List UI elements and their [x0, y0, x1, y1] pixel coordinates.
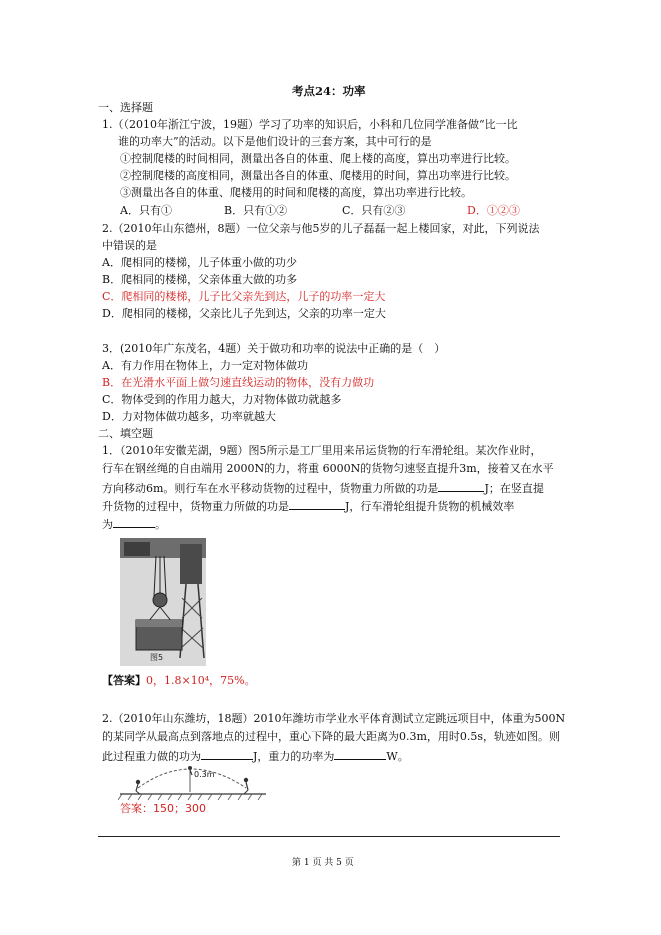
question-2-choice-b: B．爬相同的楼梯，父亲体重大做的功多	[102, 273, 298, 286]
question-1-option-2: ②控制爬楼的高度相同，测量出各自的体重、爬楼用的时间，算出功率进行比较。	[120, 169, 516, 182]
section-heading-choice: 一、选择题	[98, 101, 153, 114]
question-1-choice-d-answer: D．①②③	[467, 204, 520, 217]
question-1-option-3: ③测量出各自的体重、爬楼用的时间和爬楼的高度，算出功率进行比较。	[120, 186, 472, 199]
fill-1-blank-2[interactable]	[289, 498, 345, 510]
question-3-text: 3．(2010年广东茂名，4题）关于做功和功率的说法中正确的是（ ）	[102, 342, 446, 355]
fill-2-blank-2[interactable]	[334, 748, 386, 760]
fill-2-blank-1[interactable]	[201, 748, 253, 760]
question-1-choice-a: A．只有①	[120, 204, 172, 217]
figure-5-caption: 图5	[150, 653, 164, 662]
question-3-choice-d: D．力对物体做功越多，功率就越大	[102, 410, 276, 423]
section-heading-fill: 二、填空题	[98, 427, 153, 440]
jump-trajectory-figure	[118, 764, 268, 802]
fill-1-text-4b: J，行车滑轮组提升货物的机械效率	[345, 500, 515, 513]
question-1-choice-c: C．只有②③	[342, 204, 406, 217]
footer-divider	[98, 836, 560, 837]
fill-1-text-5a: 为	[102, 518, 113, 531]
fill-1-answer-value: 0，1.8×10⁴，75%。	[146, 674, 256, 687]
fill-1-text-3	[102, 480, 544, 496]
fill-2-text-3b: J，重力的功率为	[253, 750, 335, 763]
fill-1-text-2: 行车在钢丝绳的自由端用 2000N的力，将重 6000N的货物匀速竖直提升3m，接着又在水平	[102, 462, 554, 475]
page-title: 考点24：功率	[292, 84, 366, 98]
question-3-choice-a: A．有力作用在物体上，力一定对物体做功	[102, 359, 308, 372]
fill-1-answer	[102, 674, 256, 688]
fill-1-text-3a: 方向移动6m。则行车在水平移动货物的过程中，货物重力所做的功是	[102, 482, 439, 495]
fill-2-text-3a: 此过程重力做的功为	[102, 750, 201, 763]
question-2-text: 2.（2010年山东德州，8题）一位父亲与他5岁的儿子磊磊一起上楼回家，对此，下列说法	[102, 222, 540, 235]
question-1-text: 1.（（2010年浙江宁波，19题）学习了功率的知识后，小科和几位同学准备做“比一比	[102, 118, 518, 131]
fill-1-text-5	[102, 516, 166, 532]
fill-1-text: 1．（2010年安徽芜湖，9题）图5所示是工厂里用来吊运货物的行车滑轮组。某次作业时，	[102, 444, 542, 457]
question-1-choice-b: B．只有①②	[224, 204, 288, 217]
question-2-choice-a: A．爬相同的楼梯，儿子体重小做的功少	[102, 256, 297, 269]
fill-1-text-4a: 升货物的过程中，货物重力所做的功是	[102, 500, 289, 513]
fill-2-answer: 答案：150；300	[120, 802, 206, 815]
fill-1-text-4	[102, 498, 514, 514]
fill-1-blank-1[interactable]	[438, 480, 484, 492]
crane-pulley-figure	[120, 538, 206, 666]
question-2-text-cont: 中错误的是	[102, 239, 157, 252]
fill-2-text: 2.（2010年山东潍坊，18题）2010年潍坊市学业水平体育测试立定跳远项目中，体重为500N	[102, 712, 566, 725]
fill-1-text-3b: J；在竖直提	[484, 482, 544, 495]
fill-1-text-5b: 。	[155, 518, 166, 531]
page-number: 第 1 页 共 5 页	[292, 858, 354, 868]
fill-1-answer-label: 【答案】	[102, 674, 146, 687]
fill-2-text-3	[102, 748, 409, 764]
question-2-choice-d: D．爬相同的楼梯，父亲比儿子先到达，父亲的功率一定大	[102, 307, 386, 320]
question-2-choice-c-answer: C．爬相同的楼梯，儿子比父亲先到达，儿子的功率一定大	[102, 290, 386, 303]
crane-photo-image	[120, 538, 206, 666]
drop-height-label: 0.3m	[194, 770, 215, 779]
jump-trajectory-diagram	[118, 764, 268, 802]
fill-1-blank-3[interactable]	[113, 516, 155, 528]
question-1-option-1: ①控制爬楼的时间相同，测量出各自的体重、爬上楼的高度，算出功率进行比较。	[120, 152, 516, 165]
fill-2-text-3c: W。	[386, 750, 409, 763]
question-3-choice-c: C．物体受到的作用力越大，力对物体做功就越多	[102, 393, 342, 406]
question-1-text-cont: 谁的功率大”的活动。以下是他们设计的三套方案，其中可行的是	[118, 135, 432, 148]
fill-2-text-2: 的某同学从最高点到落地点的过程中，重心下降的最大距离为0.3m，用时0.5s，轨迹如图。则	[102, 730, 561, 743]
question-3-choice-b-answer: B．在光滑水平面上做匀速直线运动的物体，没有力做功	[102, 376, 375, 389]
